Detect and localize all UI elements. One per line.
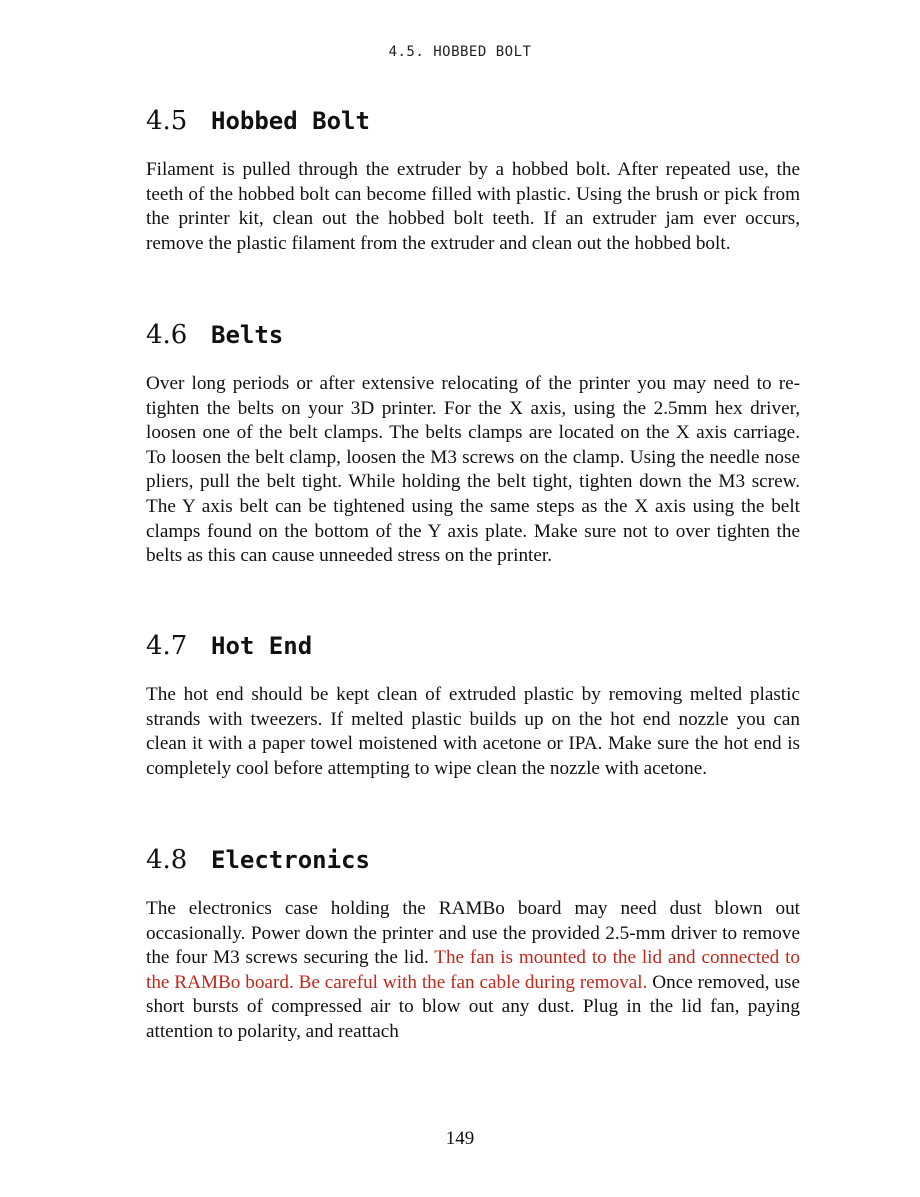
paragraph-text: Once removed, use short bursts of compressed air to blow out any dust. Plug in the lid fan, paying attention to polarity, and reattach <box>146 971 800 1042</box>
section-belts <box>146 320 800 569</box>
section-paragraph <box>146 897 800 1045</box>
section-number: 4.6 <box>146 320 188 350</box>
warning-text: The fan is mounted to the lid and connected to the RAMBo board. Be careful with the fan cable during removal. <box>146 947 800 993</box>
section-heading <box>146 320 800 350</box>
section-paragraph: The hot end should be kept clean of extruded plastic by removing melted plastic strands with tweezers. If melted plastic builds up on the hot end nozzle you can clean it with a paper towel moistened with acetone or IPA. Make sure the hot end is completely cool before attempting to wipe clean the nozzle with acetone. <box>146 684 800 779</box>
paragraph-text: The electronics case holding the RAMBo board may need dust blown out occasionally. Power down the printer and use the provided 2.5-mm driver to remove the four M3 screws securing the lid. <box>146 898 800 969</box>
section-title: Hot End <box>211 632 313 660</box>
section-heading <box>146 631 800 661</box>
section-electronics <box>146 845 800 1045</box>
section-number: 4.7 <box>146 631 188 661</box>
section-title: Electronics <box>211 846 370 874</box>
section-number: 4.8 <box>146 845 188 875</box>
section-title: Hobbed Bolt <box>211 107 370 135</box>
page-number: 149 <box>445 1128 475 1149</box>
section-hobbed-bolt <box>146 106 800 256</box>
section-heading <box>146 845 800 875</box>
section-heading <box>146 106 800 136</box>
section-hot-end <box>146 631 800 781</box>
section-title: Belts <box>211 321 284 349</box>
running-header: 4.5. HOBBED BOLT <box>388 44 532 60</box>
section-number: 4.5 <box>146 106 188 136</box>
section-paragraph: Filament is pulled through the extruder by a hobbed bolt. After repeated use, the teeth of the hobbed bolt can become filled with plastic. Using the brush or pick from the printer kit, clean out the hobbed bolt teeth. If an extruder jam ever occurs, remove the plastic filament from the extruder and clean out the hobbed bolt. <box>146 159 800 254</box>
section-paragraph: Over long periods or after extensive relocating of the printer you may need to re-tighten the belts on your 3D printer. For the X axis, using the 2.5mm hex driver, loosen one of the belt clamps. The belts clamps are located on the X axis carriage. To loosen the belt clamp, loosen the M3 screws on the clamp. Using the needle nose pliers, pull the belt tight. While holding the belt tight, tighten down the M3 screw. The Y axis belt can be tightened using the same steps as the X axis using the belt clamps found on the bottom of the Y axis plate. Make sure not to over tighten the belts as this can cause unneeded stress on the printer. <box>146 373 800 567</box>
